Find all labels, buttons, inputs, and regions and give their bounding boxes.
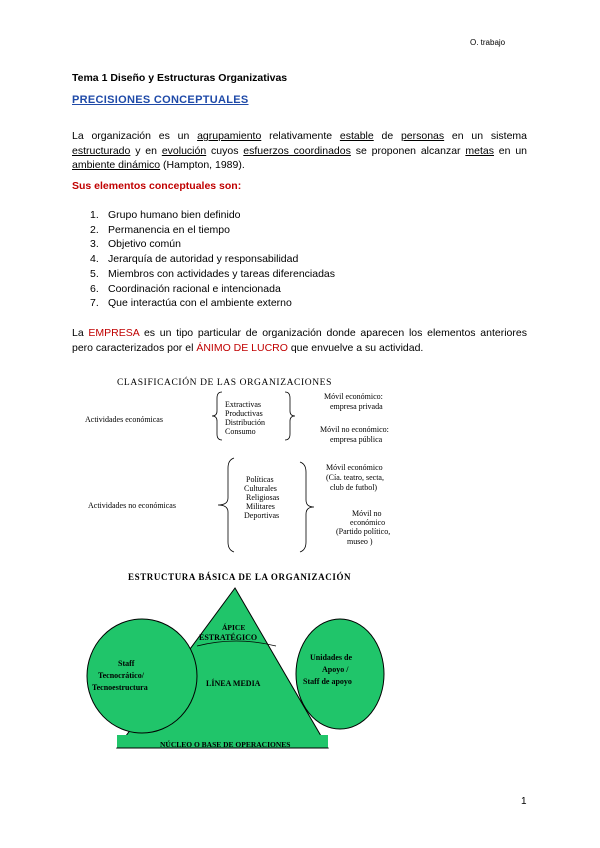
list-item: 5. Miembros con actividades y tareas diferenciadas [90,267,336,280]
classification-title: CLASIFICACIÓN DE LAS ORGANIZACIONES [117,378,332,388]
base-label: NÚCLEO O BASE DE OPERACIONES [160,740,291,749]
noneconomic-item: Deportivas [244,511,280,520]
noneconomic-brace-right [300,462,314,552]
economic-item: Consumo [225,427,256,436]
noneconomic-brace-left [218,458,234,552]
economic-brace-right [285,392,295,440]
noneconomic-nonprofit: (Partido político, [336,527,391,536]
page-number: 1 [521,796,527,807]
noneconomic-nonprofit: Móvil no [352,509,382,518]
empresa-paragraph: La EMPRESA es un tipo particular de organización donde aparecen los elementos anteriores pero caracterizados por el ÁNIMO DE LUCRO que envuelve a su actividad. [72,327,527,354]
support-label: Apoyo / [322,665,349,674]
noneconomic-item: Culturales [244,484,277,493]
economic-brace-left [212,392,222,440]
support-circle [296,619,384,729]
list-item: 1. Grupo humano bien definido [90,209,241,221]
structure-title: ESTRUCTURA BÁSICA DE LA ORGANIZACIÓN [128,572,352,582]
support-label: Staff de apoyo [303,677,352,686]
apex-label: ESTRATÉGICO [199,633,258,642]
page-title: Tema 1 Diseño y Estructuras Organizativas [72,72,288,84]
economic-item: Distribución [225,418,265,427]
staff-label: Tecnocrático/ [98,671,144,680]
noneconomic-nonprofit: económico [350,518,386,527]
structure-diagram [0,568,600,760]
noneconomic-nonprofit: museo ) [347,537,373,546]
economic-nonprofit: empresa pública [330,435,383,444]
noneconomic-profit: (Cía. teatro, secta, [326,473,384,482]
economic-item: Extractivas [225,400,261,409]
noneconomic-item: Políticas [246,475,274,484]
noneconomic-profit: club de futbol) [330,483,378,492]
header-doc-label: O. trabajo [470,38,506,47]
middle-line-label: LÍNEA MEDIA [206,679,261,688]
apex-label: ÁPICE [222,623,246,632]
economic-nonprofit: Móvil no económico: [320,425,389,434]
noneconomic-item: Militares [246,502,275,511]
list-item: 3. Objetivo común [90,238,181,251]
list-item: 2. Permanencia en el tiempo [90,223,230,236]
economic-profit: empresa privada [330,402,383,411]
noneconomic-label: Actividades no económicas [88,501,176,510]
support-label: Unidades de [310,653,353,662]
economic-profit: Móvil económico: [324,392,383,401]
list-item: 6. Coordinación racional e intencionada [90,282,281,295]
staff-label: Staff [118,659,135,668]
staff-label: Tecnoestructura [92,683,148,692]
classification-diagram [0,370,600,570]
list-item: 4. Jerarquía de autoridad y responsabilidad [90,253,299,266]
economic-label: Actividades económicas [85,415,163,424]
section-subtitle: PRECISIONES CONCEPTUALES [72,94,249,106]
definition-paragraph: La organización es un agrupamiento relativamente estable de personas en un sistema estructurado y en evolución cuyos esfuerzos coordinados se proponen alcanzar metas en un ambiente dinámico (Hampton, 1989). [72,130,527,171]
noneconomic-item: Religiosas [246,493,280,502]
elements-list [90,208,335,311]
noneconomic-profit: Móvil económico [326,463,383,472]
economic-item: Productivas [225,409,263,418]
elements-heading: Sus elementos conceptuales son: [72,180,242,192]
list-item: 7. Que interactúa con el ambiente externo [90,297,292,310]
